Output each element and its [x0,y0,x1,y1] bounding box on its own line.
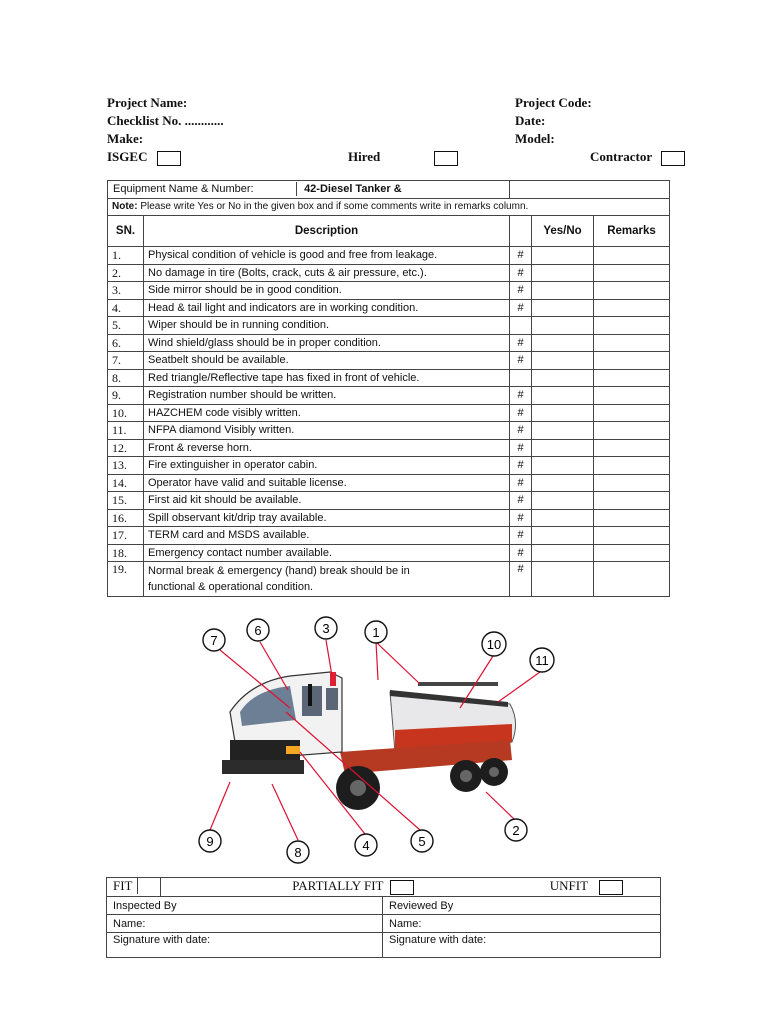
table-row [108,562,670,597]
remarks-cell[interactable] [594,457,670,475]
row-sn: 17. [108,527,144,545]
row-sn: 7. [108,352,144,370]
col-sn: SN. [108,216,144,247]
row-description: TERM card and MSDS available. [144,527,510,545]
callout-7 [203,629,225,651]
row-mark: # [510,422,532,440]
side-mirror [308,684,312,706]
callout-2 [505,819,527,841]
row-mark: # [510,527,532,545]
row-description: Red triangle/Reflective tape has fixed in front of vehicle. [144,369,510,387]
isgec-label: ISGEC [107,149,148,164]
yesno-cell[interactable] [532,387,594,405]
remarks-cell[interactable] [594,509,670,527]
row-mark: # [510,404,532,422]
table-row [108,352,670,370]
row-description: HAZCHEM code visibly written. [144,404,510,422]
row-mark: # [510,544,532,562]
hired-checkbox[interactable] [434,151,458,166]
remarks-cell[interactable] [594,282,670,300]
fit-label: FIT [107,878,138,894]
remarks-cell[interactable] [594,387,670,405]
callout-5 [411,830,433,852]
row-sn: 14. [108,474,144,492]
row-mark: # [510,334,532,352]
col-description: Description [144,216,510,247]
truck-illustration [190,612,570,870]
yesno-cell[interactable] [532,422,594,440]
yesno-cell[interactable] [532,527,594,545]
inspected-by-label: Inspected By [107,897,383,915]
equipment-fill [510,181,670,199]
row-sn: 6. [108,334,144,352]
svg-text:11: 11 [535,653,549,668]
table-row [108,299,670,317]
row-description: Emergency contact number available. [144,544,510,562]
row-sn: 10. [108,404,144,422]
remarks-cell[interactable] [594,492,670,510]
row-description: Side mirror should be in good condition. [144,282,510,300]
unfit-label: UNFIT [549,878,588,893]
project-name-label: Project Name: [107,95,188,110]
remarks-cell[interactable] [594,544,670,562]
table-row [108,317,670,335]
yesno-cell[interactable] [532,404,594,422]
table-row [108,527,670,545]
table-row [108,404,670,422]
row-mark: # [510,562,532,597]
row-sn: 19. [108,562,144,597]
svg-text:7: 7 [210,633,218,648]
row-sn: 8. [108,369,144,387]
remarks-cell[interactable] [594,404,670,422]
remarks-cell[interactable] [594,527,670,545]
callout-10 [482,632,506,656]
project-code-label: Project Code: [515,95,592,110]
row-mark [510,369,532,387]
col-yesno: Yes/No [532,216,594,247]
row-description: Fire extinguisher in operator cabin. [144,457,510,475]
date-label: Date: [515,113,546,128]
table-header [108,216,670,247]
row-sn: 15. [108,492,144,510]
checklist-table [107,180,670,597]
inspection-footer [106,877,661,958]
remarks-cell[interactable] [594,334,670,352]
yesno-cell[interactable] [532,474,594,492]
table-row [108,422,670,440]
table-row [108,369,670,387]
yesno-cell[interactable] [532,299,594,317]
row-mark [510,317,532,335]
fit-checkbox[interactable] [138,878,161,896]
yesno-cell[interactable] [532,282,594,300]
table-row [108,474,670,492]
row-sn: 2. [108,264,144,282]
note-row [108,198,670,216]
contractor-checkbox[interactable] [661,151,685,166]
checklist-no-label: Checklist No. ............ [107,113,224,128]
row-description: Head & tail light and indicators are in working condition. [144,299,510,317]
yesno-cell[interactable] [532,562,594,597]
yesno-cell[interactable] [532,457,594,475]
reviewer-signature-field[interactable]: Signature with date: [383,933,661,958]
equipment-value: 42-Diesel Tanker & [304,183,402,196]
callout-1 [365,621,387,643]
row-sn: 12. [108,439,144,457]
row-sn: 5. [108,317,144,335]
remarks-cell[interactable] [594,422,670,440]
row-mark: # [510,457,532,475]
model-label: Model: [515,131,555,146]
callout-9 [199,830,221,852]
yesno-cell[interactable] [532,264,594,282]
remarks-cell[interactable] [594,562,670,597]
row-description: First aid kit should be available. [144,492,510,510]
row-sn: 13. [108,457,144,475]
row-mark: # [510,509,532,527]
row-sn: 9. [108,387,144,405]
row-description-line2: functional & operational condition. [148,581,314,593]
row-description: NFPA diamond Visibly written. [144,422,510,440]
col-remarks: Remarks [594,216,670,247]
callout-4 [355,834,377,856]
row-description: Operator have valid and suitable license. [144,474,510,492]
svg-text:2: 2 [512,823,520,838]
row-mark: # [510,474,532,492]
row-description: Physical condition of vehicle is good and free from leakage. [144,247,510,265]
callout-6 [247,619,269,641]
yesno-cell[interactable] [532,369,594,387]
yesno-cell[interactable] [532,317,594,335]
row-sn: 16. [108,509,144,527]
isgec-option [107,149,181,166]
svg-text:5: 5 [418,834,426,849]
table-row [108,492,670,510]
unfit-checkbox[interactable] [599,880,623,895]
front-bumper [222,760,304,774]
note-text: Please write Yes or No in the given box and if some comments write in remarks column. [137,200,529,212]
table-row [108,439,670,457]
reviewed-by-label: Reviewed By [383,897,661,915]
fit-status-row [107,878,661,897]
table-row [108,334,670,352]
table-row [108,509,670,527]
table-row [108,387,670,405]
row-description [144,562,510,597]
svg-text:4: 4 [362,838,370,853]
partially-fit-label: PARTIALLY FIT [292,878,384,893]
remarks-cell[interactable] [594,317,670,335]
remarks-cell[interactable] [594,247,670,265]
callout-3 [315,617,337,639]
table-row [108,264,670,282]
yesno-cell[interactable] [532,439,594,457]
row-mark: # [510,492,532,510]
table-row [108,544,670,562]
yesno-cell[interactable] [532,352,594,370]
row-sn: 4. [108,299,144,317]
row-mark: # [510,439,532,457]
yesno-cell[interactable] [532,492,594,510]
yesno-cell[interactable] [532,509,594,527]
note-label: Note: [112,200,138,212]
equipment-label: Equipment Name & Number: [108,182,297,196]
isgec-checkbox[interactable] [157,151,181,166]
hired-option [348,149,458,166]
hired-label: Hired [348,149,381,164]
row-description: Front & reverse horn. [144,439,510,457]
row-sn: 11. [108,422,144,440]
row-mark: # [510,264,532,282]
row-description: Seatbelt should be available. [144,352,510,370]
col-mark [510,216,532,247]
headlight [286,746,300,754]
reviewer-name-field[interactable]: Name: [383,915,661,933]
remarks-cell[interactable] [594,369,670,387]
row-sn: 3. [108,282,144,300]
truck-diagram [190,612,570,870]
row-sn: 1. [108,247,144,265]
svg-text:8: 8 [294,845,302,860]
row-description: Wiper should be in running condition. [144,317,510,335]
inspector-signature-field[interactable]: Signature with date: [107,933,383,958]
remarks-cell[interactable] [594,299,670,317]
table-row [108,247,670,265]
row-mark: # [510,299,532,317]
remarks-cell[interactable] [594,474,670,492]
callout-11 [530,648,554,672]
row-mark: # [510,387,532,405]
yesno-cell[interactable] [532,334,594,352]
svg-text:1: 1 [372,625,380,640]
row-description: Registration number should be written. [144,387,510,405]
yesno-cell[interactable] [532,544,594,562]
partially-fit-checkbox[interactable] [390,880,414,895]
row-mark: # [510,282,532,300]
remarks-cell[interactable] [594,439,670,457]
row-mark: # [510,352,532,370]
row-description: No damage in tire (Bolts, crack, cuts & air pressure, etc.). [144,264,510,282]
table-row [108,282,670,300]
svg-text:3: 3 [322,621,330,636]
truck-cabin [222,672,342,774]
svg-text:9: 9 [206,834,214,849]
make-label: Make: [107,131,144,146]
row-sn: 18. [108,544,144,562]
row-mark: # [510,247,532,265]
row-description: Spill observant kit/drip tray available. [144,509,510,527]
equipment-row [108,181,510,199]
row-description: Wind shield/glass should be in proper condition. [144,334,510,352]
svg-text:6: 6 [254,623,262,638]
row-description-line1: Normal break & emergency (hand) break should be in [148,565,410,577]
yesno-cell[interactable] [532,247,594,265]
svg-text:10: 10 [486,637,502,652]
remarks-cell[interactable] [594,264,670,282]
contractor-option [590,149,685,166]
table-row [108,457,670,475]
contractor-label: Contractor [590,149,652,164]
inspector-name-field[interactable]: Name: [107,915,383,933]
remarks-cell[interactable] [594,352,670,370]
callout-8 [287,841,309,863]
